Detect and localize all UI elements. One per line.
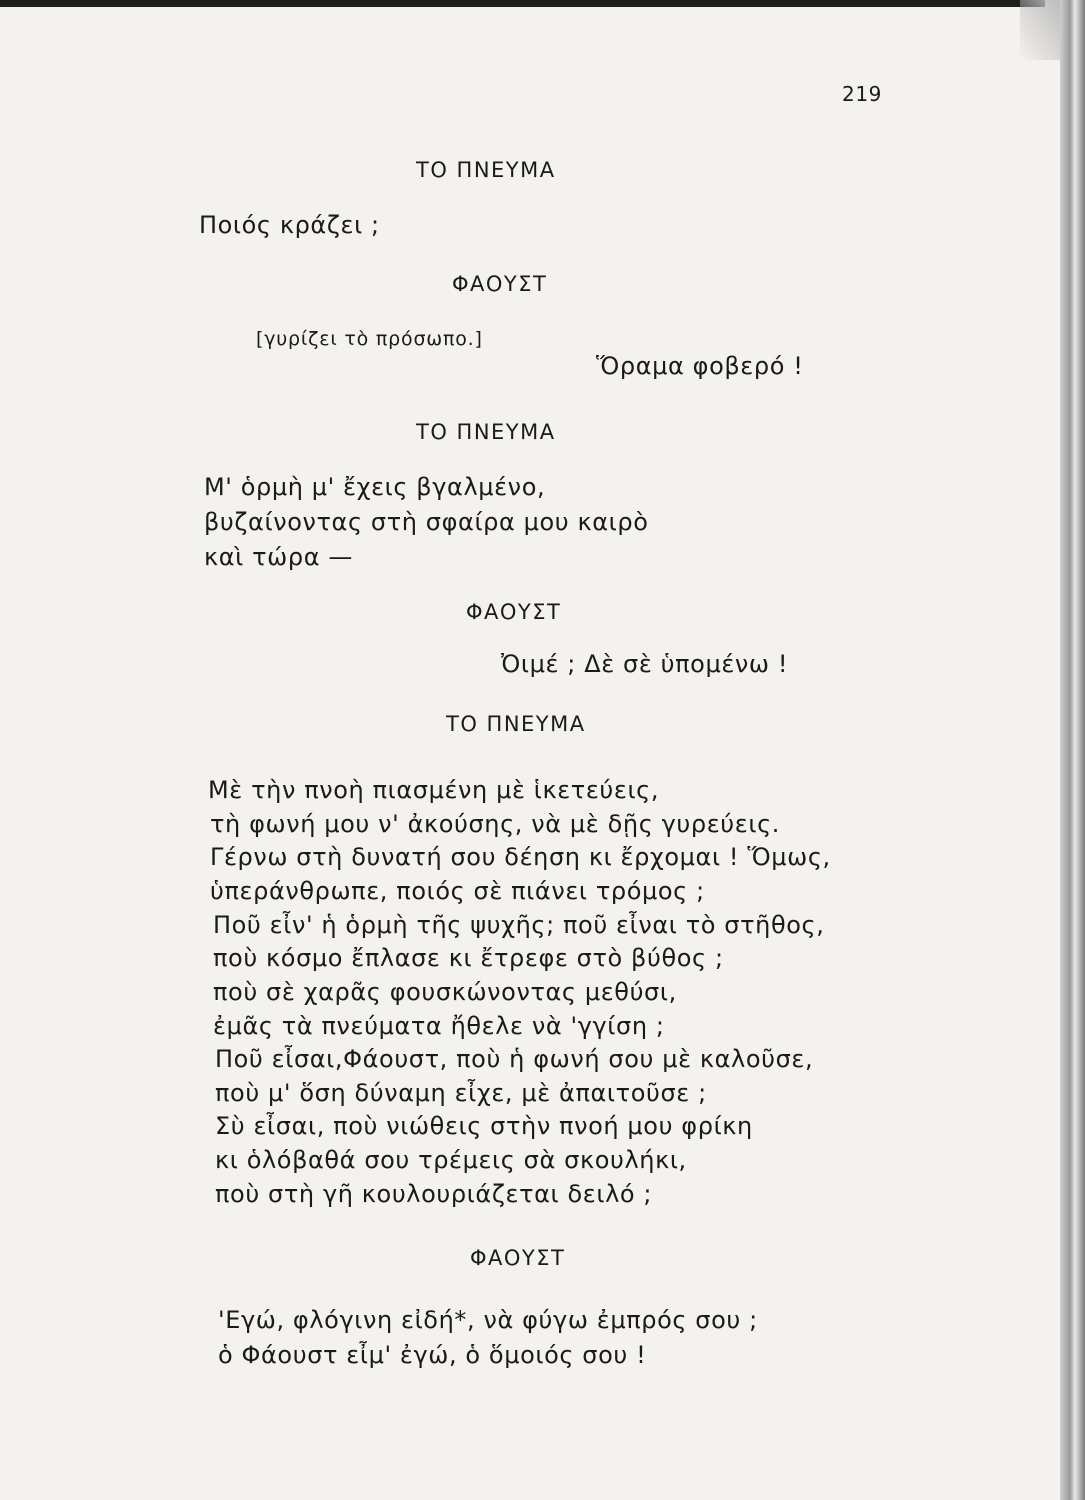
speaker-name: ΤΟ ΠΝΕΥΜΑ (416, 420, 556, 444)
verse-line: καὶ τώρα — (204, 543, 353, 571)
verse-line: ποὺ στὴ γῆ κουλουριάζεται δειλό ; (215, 1180, 653, 1208)
verse-line: Γέρνω στὴ δυνατή σου δέηση κι ἔρχομαι ! Ὅμως, (210, 843, 831, 871)
verse-line: Ὀιμέ ; Δὲ σὲ ὑπομένω ! (501, 650, 789, 678)
speaker-name: ΦΑΟΥΣΤ (470, 1246, 566, 1270)
stage-direction: [γυρίζει τὸ πρόσωπο.] (256, 328, 483, 350)
page-number: 219 (842, 82, 882, 106)
verse-line: Ποῦ εἶν' ἡ ὁρμὴ τῆς ψυχῆς; ποῦ εἶναι τὸ στῆθος, (213, 911, 825, 939)
verse-line: 'Εγώ, φλόγινη εἰδή*, νὰ φύγω ἐμπρός σου ; (218, 1306, 758, 1334)
page-stack-edge (1060, 0, 1085, 1500)
speaker-name: ΤΟ ΠΝΕΥΜΑ (416, 158, 556, 182)
speaker-name: ΦΑΟΥΣΤ (466, 600, 562, 624)
verse-line: Μὲ τὴν πνοὴ πιασμένη μὲ ἱκετεύεις, (208, 776, 660, 804)
verse-line: Ποῦ εἶσαι,Φάουστ, ποὺ ἡ φωνή σου μὲ καλοῦσε, (215, 1045, 814, 1073)
page-top-edge (0, 0, 1045, 7)
verse-line: ποὺ σὲ χαρᾶς φουσκώνοντας μεθύσι, (213, 978, 677, 1006)
page-corner-shadow (1020, 0, 1060, 60)
verse-line: τὴ φωνή μου ν' ἀκούσης, νὰ μὲ δῇς γυρεύεις. (210, 810, 780, 838)
verse-line: Μ' ὁρμὴ μ' ἔχεις βγαλμένο, (204, 473, 546, 501)
speaker-name: ΦΑΟΥΣΤ (452, 272, 548, 296)
verse-line: Σὺ εἶσαι, ποὺ νιώθεις στὴν πνοή μου φρίκη (215, 1112, 753, 1140)
verse-line: ποὺ κόσμο ἔπλασε κι ἔτρεφε στὸ βύθος ; (213, 944, 724, 972)
verse-line: ποὺ μ' ὅση δύναμη εἶχε, μὲ ἀπαιτοῦσε ; (215, 1079, 707, 1107)
verse-line: Ποιός κράζει ; (199, 211, 380, 239)
verse-line: κι ὁλόβαθά σου τρέμεις σὰ σκουλήκι, (215, 1146, 687, 1174)
verse-line: ὁ Φάουστ εἶμ' ἐγώ, ὁ ὅμοιός σου ! (218, 1341, 647, 1369)
verse-line: Ὅραμα φοβερό ! (596, 352, 804, 380)
speaker-name: ΤΟ ΠΝΕΥΜΑ (446, 712, 586, 736)
verse-line: βυζαίνοντας στὴ σφαίρα μου καιρὸ (204, 508, 649, 536)
verse-line: ἐμᾶς τὰ πνεύματα ἤθελε νὰ 'γγίση ; (213, 1012, 665, 1040)
verse-line: ὑπεράνθρωπε, ποιός σὲ πιάνει τρόμος ; (210, 877, 705, 905)
